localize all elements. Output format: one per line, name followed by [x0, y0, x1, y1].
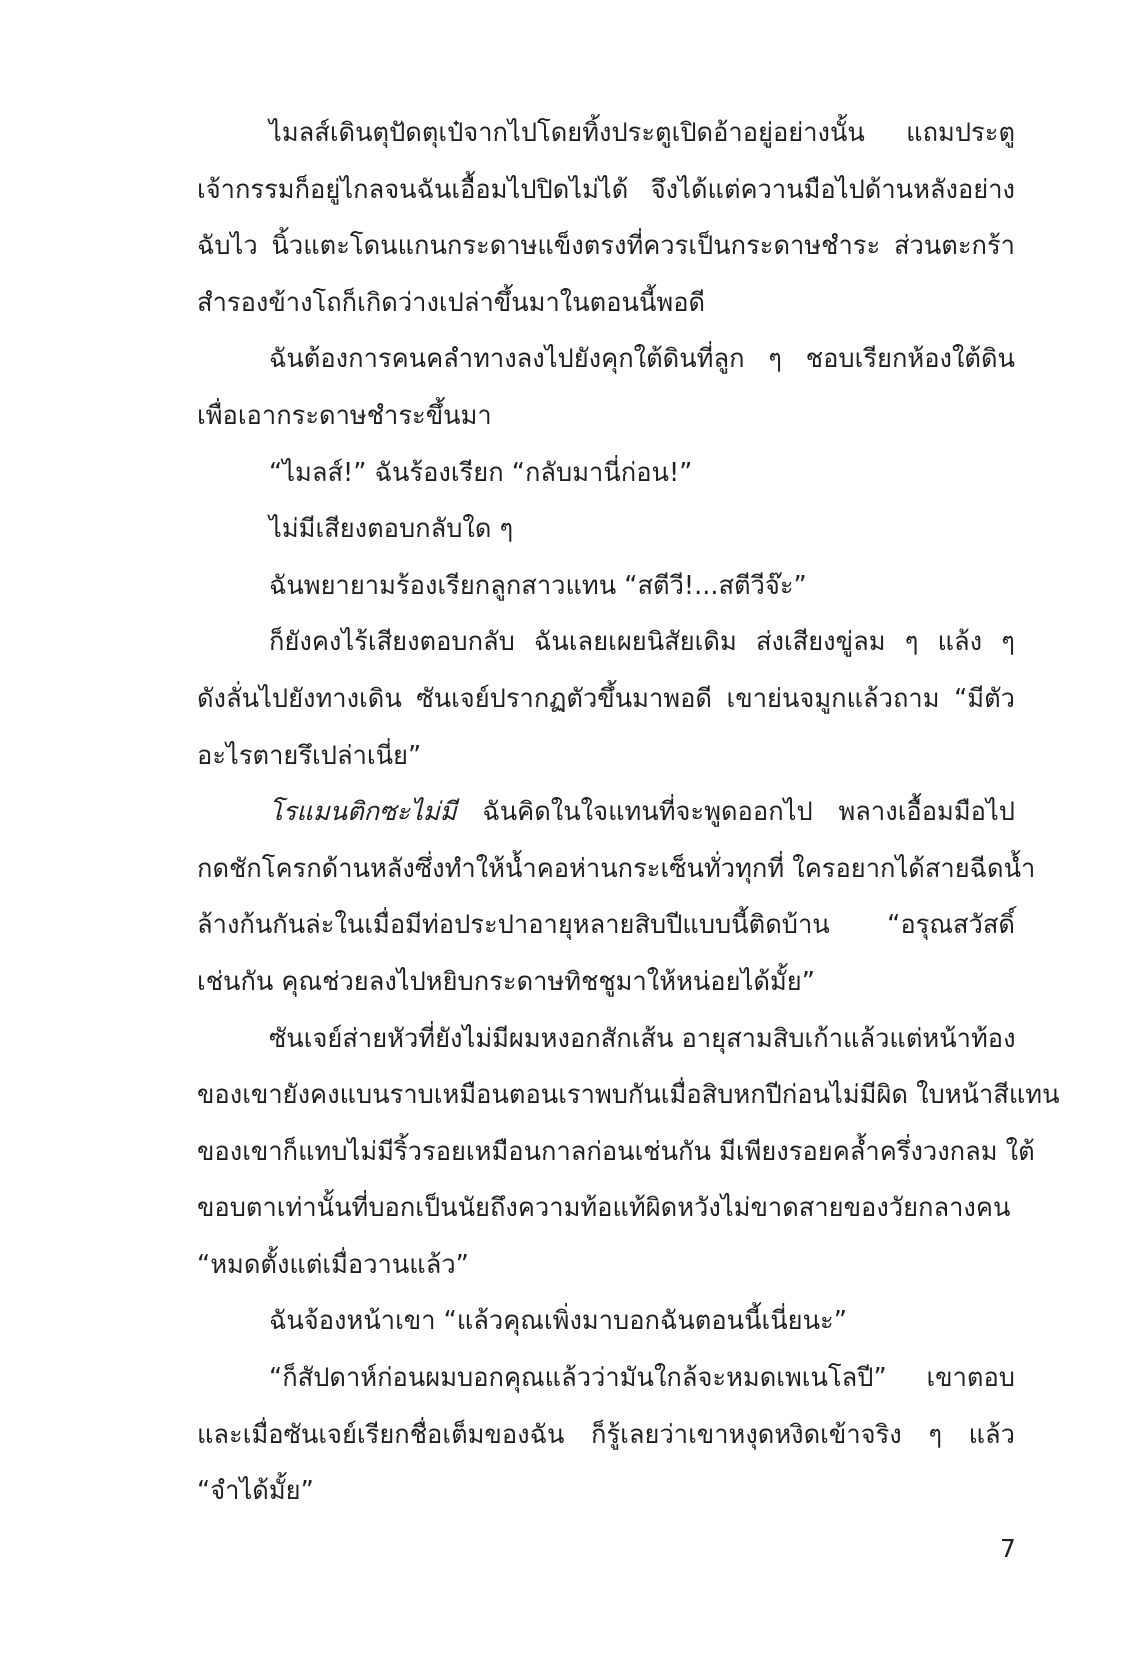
- paragraph-line-13-rest: ฉันคิดในใจแทนที่จะพูดออกไป พลางเอื้อมมือไป: [482, 797, 1015, 828]
- paragraph-line-13: [197, 791, 1015, 848]
- paragraph-line-12: อะไรตายรึเปล่าเนี่ย”: [197, 740, 422, 771]
- paragraph-line-10: ก็ยังคงไร้เสียงตอบกลับ ฉันเลยเผยนิสัยเดิม ส่งเสียงขู่ลม ๆ แล้ง ๆ: [269, 627, 1015, 658]
- paragraph-line-25: “จำได้มั้ย”: [197, 1476, 314, 1507]
- paragraph-line-11: ดังลั่นไปยังทางเดิน ซันเจย์ปรากฏตัวขึ้นมาพอดี เขาย่นจมูกแล้วถาม “มีตัว: [197, 683, 1015, 714]
- paragraph-line-6: เพื่อเอากระดาษชำระขึ้นมา: [197, 400, 492, 431]
- paragraph-line-3: ฉับไว นิ้วแตะโดนแกนกระดาษแข็งตรงที่ควรเป็นกระดาษชำระ ส่วนตะกร้า: [197, 231, 1015, 262]
- paragraph-line-17: ซันเจย์ส่ายหัวที่ยังไม่มีผมหงอกสักเส้น อายุสามสิบเก้าแล้วแต่หน้าท้อง: [269, 1023, 1016, 1054]
- paragraph-line-20: ขอบตาเท่านั้นที่บอกเป็นนัยถึงความท้อแท้ผิดหวังไม่ขาดสายของวัยกลางคน: [197, 1193, 1011, 1224]
- paragraph-line-22: ฉันจ้องหน้าเขา “แล้วคุณเพิ่งมาบอกฉันตอนนี้เนี่ยนะ”: [269, 1306, 847, 1337]
- paragraph-line-1: ไมลส์เดินตุปัดตุเป๋จากไปโดยทิ้งประตูเปิดอ้าอยู่อย่างนั้น แถมประตู: [269, 118, 1015, 148]
- paragraph-line-19: ของเขาก็แทบไม่มีริ้วรอยเหมือนกาลก่อนเช่นกัน มีเพียงรอยคล้ำครึ่งวงกลม ใต้: [197, 1136, 1035, 1167]
- paragraph-line-18: ของเขายังคงแบนราบเหมือนตอนเราพบกันเมื่อสิบหกปีก่อนไม่มีผิด ใบหน้าสีแทน: [197, 1080, 1060, 1111]
- paragraph-line-4: สำรองข้างโถก็เกิดว่างเปล่าขึ้นมาในตอนนี้พอดี: [197, 287, 706, 318]
- paragraph-line-5: ฉันต้องการคนคลำทางลงไปยังคุกใต้ดินที่ลูก ๆ ชอบเรียกห้องใต้ดิน: [269, 344, 1015, 375]
- paragraph-line-14: กดชักโครกด้านหลังซึ่งทำให้น้ำคอห่านกระเซ็นทั่วทุกที่ ใครอยากได้สายฉีดน้ำ: [197, 853, 1036, 884]
- paragraph-line-16: เช่นกัน คุณช่วยลงไปหยิบกระดาษทิชชูมาให้หน่อยได้มั้ย”: [197, 966, 815, 997]
- page-number: 7: [1000, 1534, 1016, 1563]
- paragraph-line-23: “ก็สัปดาห์ก่อนผมบอกคุณแล้วว่ามันใกล้จะหมดเพเนโลปี” เขาตอบ: [269, 1363, 1015, 1394]
- paragraph-line-8: ไม่มีเสียงตอบกลับใด ๆ: [269, 514, 514, 545]
- paragraph-line-15: ล้างก้นกันล่ะในเมื่อมีท่อประปาอายุหลายสิบปีแบบนี้ติดบ้าน “อรุณสวัสดิ์: [197, 910, 1015, 941]
- paragraph-line-2: เจ้ากรรมก็อยู่ไกลจนฉันเอื้อมไปปิดไม่ได้ จึงได้แต่ควานมือไปด้านหลังอย่าง: [197, 174, 1015, 205]
- paragraph-line-7: “ไมลส์!” ฉันร้องเรียก “กลับมานี่ก่อน!”: [269, 457, 693, 488]
- paragraph-line-21: “หมดตั้งแต่เมื่อวานแล้ว”: [197, 1249, 469, 1280]
- body-text: [197, 112, 1060, 1527]
- paragraph-line-24: และเมื่อซันเจย์เรียกชื่อเต็มของฉัน ก็รู้เลยว่าเขาหงุดหงิดเข้าจริง ๆ แล้ว: [197, 1419, 1015, 1450]
- italic-phrase: โรแมนติกซะไม่มี: [269, 797, 457, 828]
- paragraph-line-9: ฉันพยายามร้องเรียกลูกสาวแทน “สตีวี!...สตีวีจ๊ะ”: [269, 570, 807, 601]
